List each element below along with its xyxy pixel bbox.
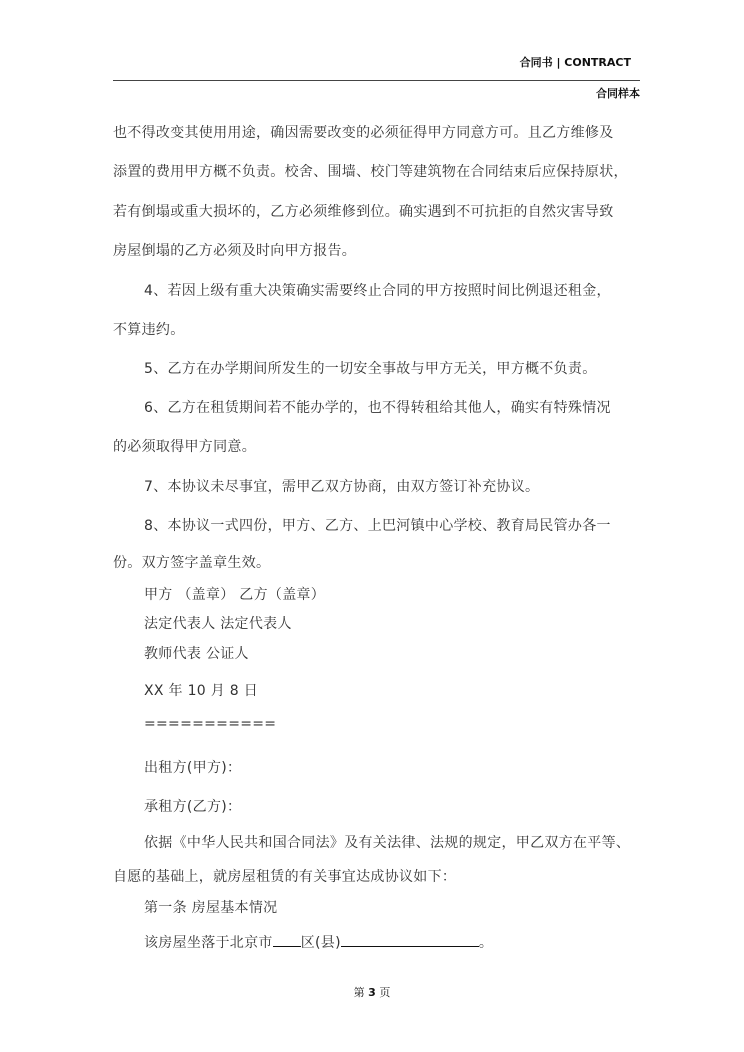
clause-8-cont: 份。双方签字盖章生效。 — [113, 555, 271, 571]
clause-4: 4、若因上级有重大决策确实需要终止合同的甲方按照时间比例退还租金， — [144, 283, 611, 299]
footer-prefix: 第 — [353, 986, 365, 999]
clause-6-cont: 的必须取得甲方同意。 — [113, 439, 256, 455]
address-line — [144, 932, 493, 952]
clause-5: 5、乙方在办学期间所发生的一切安全事故与甲方无关，甲方概不负责。 — [144, 361, 597, 377]
body-line-2: 添置的费用甲方概不负责。校舍、围墙、校门等建筑物在合同结束后应保持原状， — [113, 164, 628, 180]
district-blank — [273, 933, 301, 947]
clause-4-cont: 不算违约。 — [113, 322, 185, 338]
signature-witness: 教师代表 公证人 — [144, 646, 249, 662]
header-rule — [113, 80, 640, 81]
signature-date: XX 年 10 月 8 日 — [144, 683, 259, 699]
header-title: 合同书 | CONTRACT — [519, 56, 631, 69]
address-suffix: 。 — [478, 935, 494, 951]
clause-8: 8、本协议一式四份，甲方、乙方、上巴河镇中心学校、教育局民管办各一 — [144, 518, 611, 534]
county-blank — [341, 933, 479, 947]
body-line-1: 也不得改变其使用用途，确因需要改变的必须征得甲方同意方可。且乙方维修及 — [113, 125, 614, 141]
address-mid: 区(县) — [300, 935, 341, 951]
lessor-label: 出租方(甲方)： — [144, 760, 242, 776]
lessee-label: 承租方(乙方)： — [144, 799, 242, 815]
body-line-4: 房屋倒塌的乙方必须及时向甲方报告。 — [113, 243, 357, 259]
address-prefix: 该房屋坐落于北京市 — [144, 935, 273, 951]
signature-parties: 甲方 （盖章） 乙方（盖章） — [144, 587, 326, 603]
preamble-line-2: 自愿的基础上，就房屋租赁的有关事宜达成协议如下： — [113, 869, 457, 885]
page-footer — [0, 984, 744, 1000]
header-subtitle: 合同样本 — [596, 87, 640, 100]
clause-6: 6、乙方在租赁期间若不能办学的，也不得转租给其他人，确实有特殊情况 — [144, 400, 611, 416]
body-line-3: 若有倒塌或重大损坏的，乙方必须维修到位。确实遇到不可抗拒的自然灾害导致 — [113, 204, 614, 220]
article-1-heading: 第一条 房屋基本情况 — [144, 900, 278, 916]
clause-7: 7、本协议未尽事宜，需甲乙双方协商，由双方签订补充协议。 — [144, 479, 540, 495]
signature-representatives: 法定代表人 法定代表人 — [144, 616, 292, 632]
page-number: 3 — [368, 986, 376, 999]
footer-suffix: 页 — [379, 986, 391, 999]
preamble-line-1: 依据《中华人民共和国合同法》及有关法律、法规的规定，甲乙双方在平等、 — [144, 835, 631, 851]
separator: =========== — [144, 716, 277, 732]
